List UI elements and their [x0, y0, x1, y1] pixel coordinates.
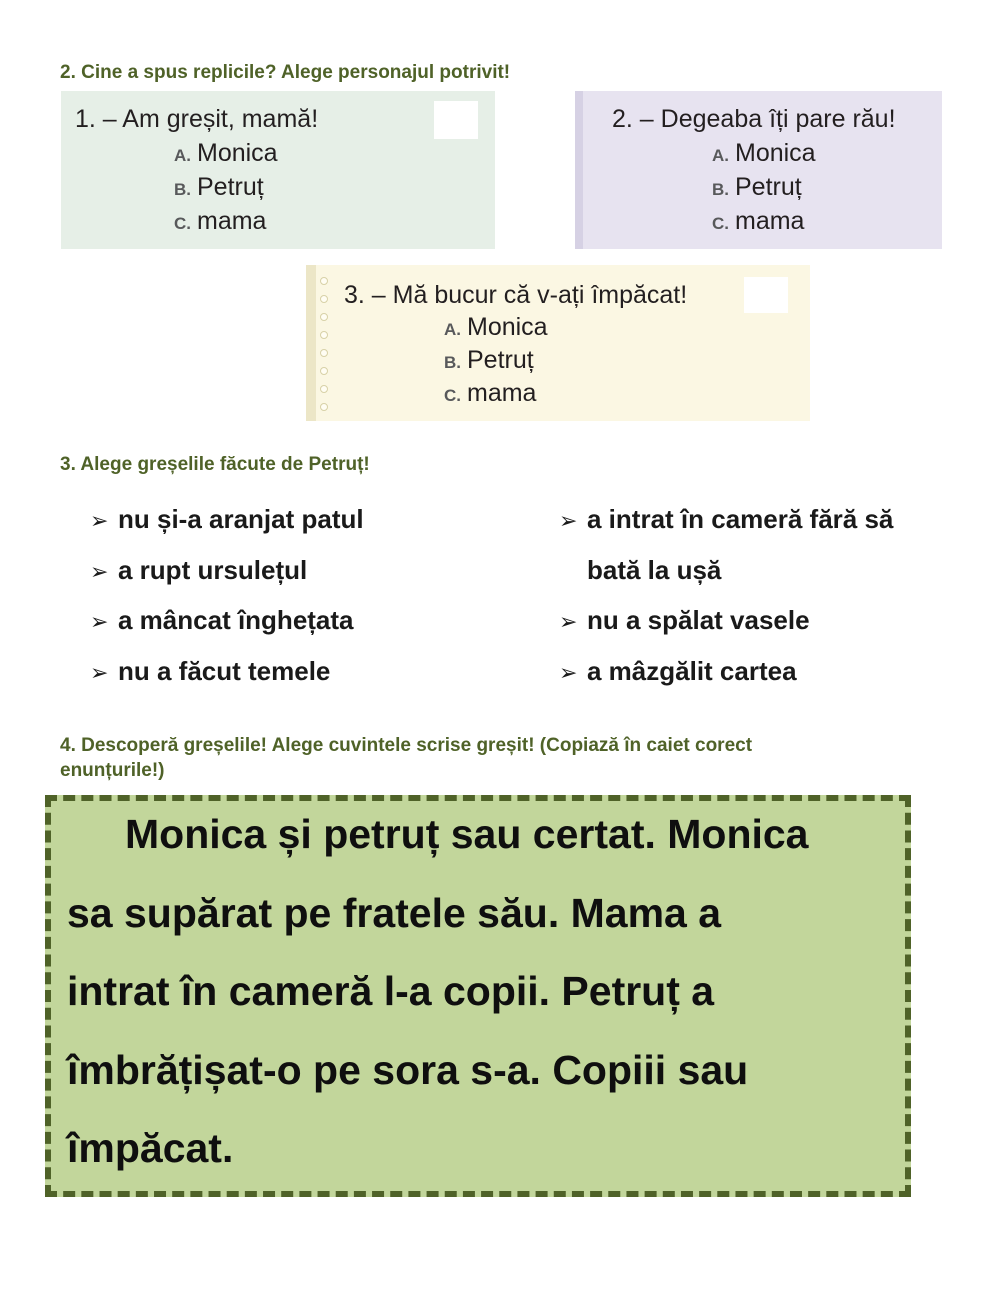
- option-letter: C.: [712, 214, 729, 233]
- option-1-c[interactable]: [174, 207, 266, 236]
- arrow-bullet-icon: ➢: [90, 660, 109, 685]
- binder-ring: [320, 331, 328, 339]
- arrow-bullet-icon: ➢: [90, 609, 109, 634]
- text-line[interactable]: sa supărat pe fratele său. Mama a: [67, 890, 722, 936]
- option-letter: C.: [174, 214, 191, 233]
- section-4-heading: 4. Descoperă greșelile! Alege cuvintele scrise greșit! (Copiază în caiet corect: [60, 735, 753, 756]
- mistake-option[interactable]: [90, 656, 330, 687]
- question-text-1: 1. – Am greșit, mamă!: [75, 105, 319, 133]
- option-letter: B.: [174, 180, 191, 199]
- binder-ring: [320, 367, 328, 375]
- mistake-option-label: a mâzgălit cartea: [587, 656, 797, 686]
- mistake-option[interactable]: [559, 605, 810, 636]
- question-text-3: 3. – Mă bucur că v-ați împăcat!: [344, 281, 688, 309]
- arrow-bullet-icon: ➢: [559, 660, 578, 685]
- binder-ring: [320, 295, 328, 303]
- question-card-2: [575, 91, 942, 249]
- mistake-option-label: a mâncat înghețata: [118, 605, 354, 635]
- option-label: mama: [197, 207, 267, 235]
- option-label: Monica: [735, 139, 816, 167]
- option-label: mama: [735, 207, 805, 235]
- answer-slot-1[interactable]: [434, 101, 478, 139]
- mistake-option-continuation[interactable]: [587, 555, 721, 586]
- binder-ring: [320, 349, 328, 357]
- question-card-3: [306, 265, 810, 421]
- option-letter: A.: [174, 146, 191, 165]
- binder-ring: [320, 313, 328, 321]
- mistake-option[interactable]: [90, 555, 307, 586]
- binder-ring: [320, 403, 328, 411]
- arrow-bullet-icon: ➢: [90, 508, 109, 533]
- option-label: Petruț: [467, 346, 534, 374]
- mistake-option-label: nu și-a aranjat patul: [118, 504, 364, 534]
- option-2-b[interactable]: [712, 173, 802, 202]
- mistake-option-label: nu a spălat vasele: [587, 605, 810, 635]
- text-line[interactable]: intrat în cameră l-a copii. Petruț a: [67, 968, 715, 1014]
- text-line[interactable]: îmbrățișat-o pe sora s-a. Copiii sau: [67, 1047, 749, 1093]
- mistake-option[interactable]: [90, 504, 364, 535]
- text-line[interactable]: împăcat.: [67, 1125, 234, 1171]
- option-letter: A.: [712, 146, 729, 165]
- option-2-a[interactable]: [712, 139, 816, 168]
- binder-ring: [320, 277, 328, 285]
- option-3-a[interactable]: [444, 313, 548, 342]
- binder-ring: [320, 385, 328, 393]
- option-label: Monica: [467, 313, 548, 341]
- option-letter: B.: [444, 353, 461, 372]
- mistake-option-label: nu a făcut temele: [118, 656, 331, 686]
- option-3-b[interactable]: [444, 346, 534, 375]
- arrow-bullet-icon: ➢: [90, 559, 109, 584]
- section-3-heading: 3. Alege greșelile făcute de Petruț!: [60, 454, 370, 475]
- option-1-a[interactable]: [174, 139, 278, 168]
- mistake-option-label: a intrat în cameră fără să: [587, 504, 894, 534]
- mistake-option[interactable]: [559, 656, 797, 687]
- arrow-bullet-icon: ➢: [559, 508, 578, 533]
- option-label: Petruț: [735, 173, 802, 201]
- option-label: mama: [467, 379, 537, 407]
- option-letter: C.: [444, 386, 461, 405]
- answer-slot-3[interactable]: [744, 277, 788, 313]
- mistake-option-label: bată la ușă: [587, 555, 722, 585]
- question-card-1: [61, 91, 495, 249]
- section-4-heading-continued: enunțurile!): [60, 760, 165, 781]
- option-label: Monica: [197, 139, 278, 167]
- option-letter: A.: [444, 320, 461, 339]
- section-2-heading: 2. Cine a spus replicile? Alege personajul potrivit!: [60, 62, 511, 83]
- option-1-b[interactable]: [174, 173, 264, 202]
- mistake-option[interactable]: [559, 504, 893, 535]
- option-label: Petruț: [197, 173, 264, 201]
- option-2-c[interactable]: [712, 207, 804, 236]
- option-3-c[interactable]: [444, 379, 536, 408]
- text-line[interactable]: Monica și petruț sau certat. Monica: [125, 811, 809, 857]
- arrow-bullet-icon: ➢: [559, 609, 578, 634]
- option-letter: B.: [712, 180, 729, 199]
- question-text-2: 2. – Degeaba îți pare rău!: [612, 105, 896, 133]
- mistake-option-label: a rupt ursulețul: [118, 555, 308, 585]
- mistake-option[interactable]: [90, 605, 354, 636]
- text-box: [45, 795, 911, 1197]
